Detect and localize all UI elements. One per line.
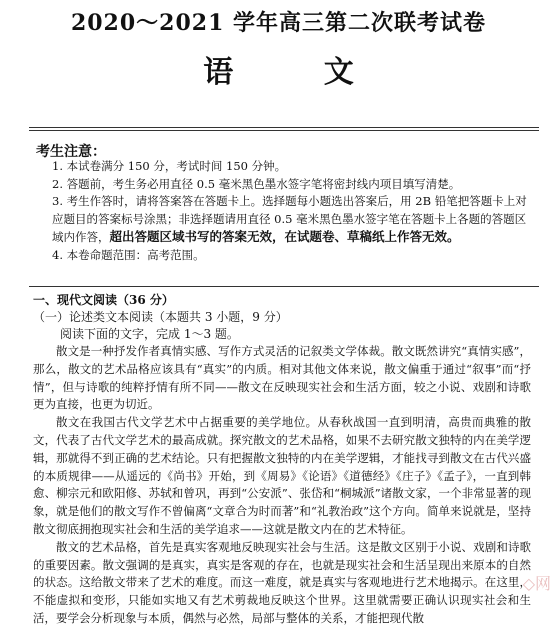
divider-top (29, 127, 539, 128)
note-item-4: 4. 本卷命题范围：高考范围。 (52, 247, 205, 262)
note-item-3 (52, 193, 532, 247)
passage-paragraph-2: 散文在我国古代文学艺术中占据重要的美学地位。从春秋战国一直到明清，高贵而典雅的散文，代表了古代文学艺术的最高成就。探究散文的艺术品格，如果不去研究散文独特的内在美学逻辑，那就得不到正确的艺术结论。只有把握散文独特的内在美学逻辑，才能找寻到散文在古代兴盛的本质规律——从遥远的《尚书》开始，到《周易》《论语》《道德经》《庄子》《孟子》，一直到韩愈、柳宗元和欧阳修、苏轼和曾巩，再到“公安派”、张岱和“桐城派”诸散文家，一个非常显著的现象，就是他们的散文写作不曾偏离“文章合为时而著”和“礼教治政”这个方向。简单来说就是，坚持散文彻底拥抱现实社会和生活的美学追求——这就是散文内在的艺术特征。 (33, 415, 531, 536)
exam-title: 2020～2021 学年高三第二次联考试卷 (70, 10, 487, 36)
reading-instruction: 阅读下面的文字，完成 1～3 题。 (60, 327, 239, 341)
divider-top-double (29, 130, 539, 131)
section-heading-1: 一、现代文阅读（36 分） (33, 293, 174, 307)
passage-paragraph-1: 散文是一种抒发作者真情实感、写作方式灵活的记叙类文学体裁。散文既然讲究“真情实感”，那么，散文的艺术品格应该具有“真实”的内质。相对其他文体来说，散文偏重于通过“叙事”而“抒情”，但与诗歌的纯粹抒情有所不同——散文在反映现实社会和生活方面，较之小说、戏剧和诗歌更为直接，也更为切近。 (33, 344, 531, 412)
subject-title: 语 文 (203, 55, 394, 90)
note-item-2: 2. 答题前，考生务必用直径 0.5 毫米黑色墨水签字笔将密封线内项目填写清楚。 (52, 176, 461, 191)
notes-list (52, 158, 532, 264)
passage-paragraph-3: 散文的艺术品格，首先是真实客观地反映现实社会与生活。这是散文区别于小说、戏剧和诗歌的重要因素。散文强调的是真实，真实是客观的存在，也就是现实社会和生活呈现出来原本的自然的状态。这给散文带来了艺术的难度。而这一难度，就是真实与客观地进行艺术地揭示。在这里，不能虚拟和变形，只能如实地又有艺术剪裁地反映这个世界。这里就需要正确认识现实社会和生活，要学会分析现象与本质，偶然与必然，局部与整体的关系，才能把现代散 (33, 539, 531, 625)
section-heading-1-1: （一）论述类文本阅读（本题共 3 小题，9 分） (33, 310, 288, 324)
passage (33, 343, 531, 628)
corner-watermark: ◇网 (522, 574, 551, 593)
notes-heading: 考生注意： (36, 144, 106, 160)
note-item-3-bold: 超出答题区域书写的答案无效，在试题卷、草稿纸上作答无效。 (109, 229, 460, 244)
note-item-1: 1. 本试卷满分 150 分，考试时间 150 分钟。 (52, 159, 287, 173)
divider-bottom (29, 286, 539, 287)
note-item-3-text: 3. 考生作答时，请将答案答在答题卡上。选择题每小题选出答案后，用 2B 铅笔把答题卡上对应题目的答案标号涂黑；非选择题请用直径 0.5 毫米黑色墨水签字笔在答题卡上各题的答题区域内作答， (52, 194, 527, 244)
